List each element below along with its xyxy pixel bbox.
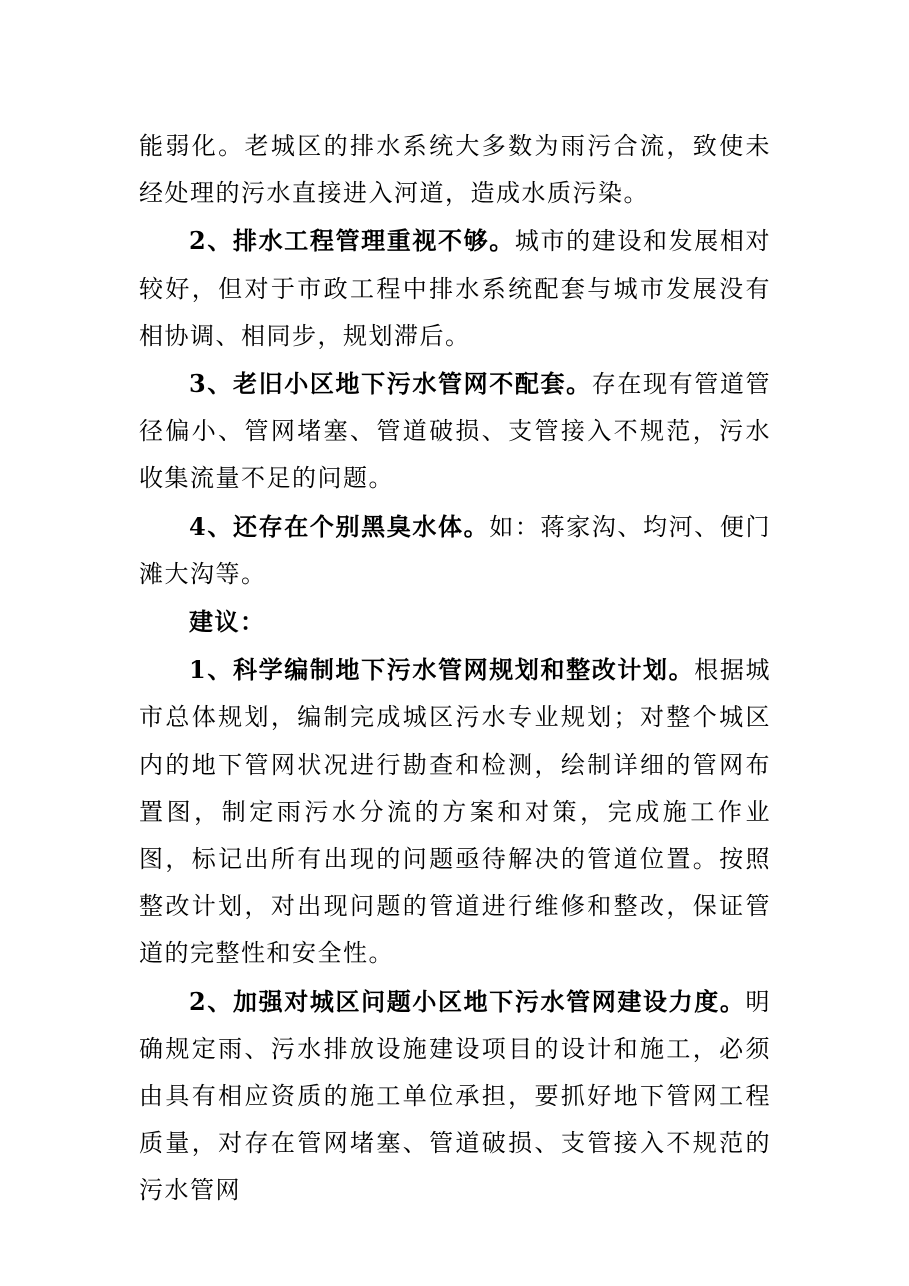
paragraph-heading: 2、排水工程管理重视不够。 <box>189 226 515 256</box>
paragraph-issue-3 <box>139 360 771 503</box>
paragraph-heading: 4、还存在个别黑臭水体。 <box>189 511 490 541</box>
paragraph-heading: 3、老旧小区地下污水管网不配套。 <box>189 369 592 399</box>
paragraph-text: 根据城市总体规划，编制完成城区污水专业规划；对整个城区内的地下管网状况进行勘查和检测，绘制详细的管网布置图，制定雨污水分流的方案和对策，完成施工作业图，标记出所有出现的问题亟待解决的管道位置。按照整改计划，对出现问题的管道进行维修和整改，保证管道的完整性和安全性。 <box>139 656 772 968</box>
paragraph-heading: 2、加强对城区问题小区地下污水管网建设力度。 <box>189 986 746 1016</box>
document-body <box>139 122 771 1215</box>
paragraph-suggestion-1 <box>139 646 771 977</box>
paragraph-issue-4 <box>139 503 771 598</box>
paragraph-suggestion-2 <box>139 978 771 1215</box>
paragraph-heading: 1、科学编制地下污水管网规划和整改计划。 <box>189 655 695 685</box>
paragraph-issue-2 <box>139 217 771 360</box>
paragraph-continued <box>139 122 771 217</box>
paragraph-text: 能弱化。老城区的排水系统大多数为雨污合流，致使未经处理的污水直接进入河道，造成水质污染。 <box>139 132 771 208</box>
paragraph-text: 如：蒋家沟、均河、便门滩大沟等。 <box>139 512 772 588</box>
section-title-suggestions <box>139 598 771 646</box>
paragraph-heading: 建议： <box>189 607 266 637</box>
paragraph-text: 城市的建设和发展相对较好，但对于市政工程中排水系统配套与城市发展没有相协调、相同步，规划滞后。 <box>139 227 772 350</box>
paragraph-text: 明确规定雨、污水排放设施建设项目的设计和施工，必须由具有相应资质的施工单位承担，要抓好地下管网工程质量，对存在管网堵塞、管道破损、支管接入不规范的污水管网 <box>139 987 771 1205</box>
paragraph-text: 存在现有管道管径偏小、管网堵塞、管道破损、支管接入不规范，污水收集流量不足的问题。 <box>139 370 771 493</box>
